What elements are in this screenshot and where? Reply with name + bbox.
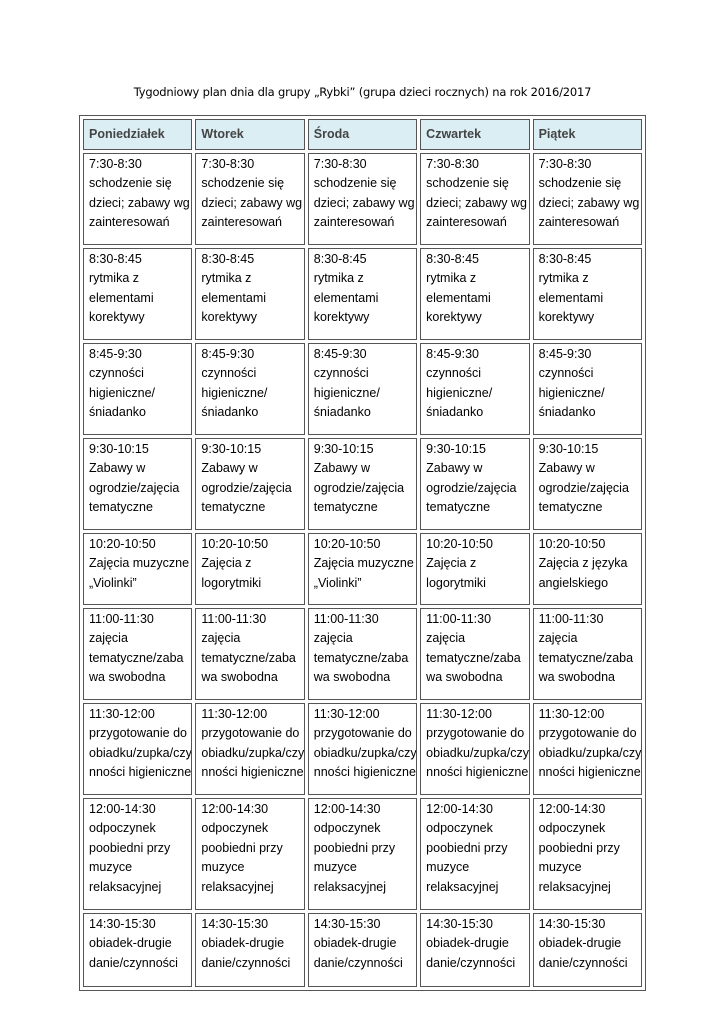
activity-text: korektywy	[313, 310, 370, 325]
time-range: 11:00-11:30	[89, 612, 154, 626]
activity-text: schodzenie się	[201, 176, 285, 191]
schedule-cell-friday	[533, 153, 642, 245]
schedule-cell-monday	[83, 798, 192, 910]
document-title: Tygodniowy plan dnia dla grupy „Rybki” (grupa dzieci rocznych) na rok 2016/2017	[133, 85, 592, 99]
schedule-cell-tuesday	[195, 703, 304, 795]
activity-text: śniadanko	[89, 405, 146, 420]
activity-text: higieniczne/	[426, 385, 493, 400]
activity-text: zainteresowań	[538, 215, 620, 230]
activity-text: elementami	[89, 290, 154, 305]
time-range: 8:30-8:45	[313, 252, 367, 266]
activity-text: ogrodzie/zajęcia	[426, 480, 517, 495]
time-range: 11:30-12:00	[426, 707, 492, 721]
activity-text: korektywy	[89, 310, 145, 325]
activity-text: tematyczne/zaba	[313, 650, 409, 665]
schedule-cell-wednesday	[308, 608, 417, 700]
time-range: 11:00-11:30	[538, 612, 604, 626]
activity-text: wa swobodna	[89, 670, 166, 685]
activity-text: Zajęcia muzyczne	[89, 556, 190, 571]
time-range: 10:20-10:50	[538, 537, 606, 551]
activity-text: czynności	[538, 366, 594, 381]
time-range: 8:30-8:45	[89, 252, 142, 266]
activity-text: nności higieniczne	[538, 765, 641, 780]
activity-text: czynności	[201, 366, 257, 381]
activity-text: śniadanko	[201, 405, 259, 420]
time-range: 14:30-15:30	[538, 917, 606, 931]
activity-text: zainteresowań	[313, 215, 395, 230]
schedule-cell-friday	[533, 913, 642, 987]
activity-text: higieniczne/	[313, 385, 380, 400]
activity-text: nności higieniczne	[89, 765, 192, 780]
activity-text: obiadku/zupka/czy	[89, 745, 192, 760]
time-range: 8:30-8:45	[426, 252, 479, 266]
table-row	[83, 703, 642, 795]
schedule-cell-wednesday	[308, 798, 417, 910]
activity-text: elementami	[426, 290, 491, 305]
activity-text: dzieci; zabawy wg	[313, 195, 415, 210]
schedule-cell-thursday	[420, 153, 529, 245]
time-range: 7:30-8:30	[538, 157, 592, 171]
time-range: 7:30-8:30	[313, 157, 367, 171]
schedule-cell-tuesday	[195, 533, 304, 605]
activity-text: wa swobodna	[538, 670, 616, 685]
schedule-cell-thursday	[420, 608, 529, 700]
day-header-wednesday: Środa	[308, 119, 417, 150]
activity-text: zajęcia	[201, 631, 241, 646]
activity-text: zainteresowań	[89, 215, 170, 230]
activity-text: elementami	[313, 290, 379, 305]
schedule-cell-wednesday	[308, 533, 417, 605]
activity-text: Zabawy w	[201, 461, 258, 476]
activity-text: logorytmiki	[426, 575, 486, 590]
activity-text: przygotowanie do	[201, 726, 300, 741]
activity-text: wa swobodna	[313, 670, 391, 685]
time-range: 8:30-8:45	[201, 252, 255, 266]
activity-text: dzieci; zabawy wg	[89, 195, 190, 210]
activity-text: czynności	[426, 366, 482, 381]
day-header-monday: Poniedziałek	[83, 119, 192, 150]
activity-text: korektywy	[201, 310, 257, 325]
activity-text: obiadek-drugie	[89, 936, 172, 951]
activity-text: Zajęcia z	[426, 556, 477, 571]
activity-text: dzieci; zabawy wg	[201, 195, 303, 210]
activity-text: czynności	[313, 366, 369, 381]
time-range: 8:45-9:30	[201, 347, 255, 361]
activity-text: obiadek-drugie	[313, 936, 397, 951]
activity-text: obiadku/zupka/czy	[426, 745, 530, 760]
activity-text: Zabawy w	[313, 461, 371, 476]
activity-text: logorytmiki	[201, 575, 262, 590]
activity-text: „Violinki”	[313, 575, 362, 590]
activity-text: obiadku/zupka/czy	[201, 745, 305, 760]
time-range: 7:30-8:30	[426, 157, 479, 171]
activity-text: rytmika z	[426, 271, 477, 286]
activity-text: śniadanko	[313, 405, 371, 420]
activity-text: przygotowanie do	[538, 726, 637, 741]
schedule-cell-monday	[83, 153, 192, 245]
day-header-friday: Piątek	[533, 119, 642, 150]
table-row	[83, 438, 642, 530]
activity-text: zainteresowań	[426, 215, 507, 230]
schedule-cell-wednesday	[308, 343, 417, 435]
time-range: 9:30-10:15	[426, 442, 486, 456]
activity-text: odpoczynek	[89, 821, 156, 836]
activity-text: higieniczne/	[201, 385, 268, 400]
activity-text: przygotowanie do	[313, 726, 412, 741]
activity-text: przygotowanie do	[426, 726, 525, 741]
schedule-cell-monday	[83, 703, 192, 795]
activity-text: poobiedni przy	[313, 840, 396, 855]
time-range: 11:00-11:30	[201, 612, 267, 626]
time-range: 11:30-12:00	[538, 707, 605, 721]
schedule-cell-thursday	[420, 703, 529, 795]
activity-text: Zabawy w	[426, 461, 483, 476]
activity-text: tematyczne	[426, 500, 491, 515]
table-row	[83, 798, 642, 910]
activity-text: Zajęcia z języka	[538, 556, 628, 571]
schedule-cell-friday	[533, 533, 642, 605]
activity-text: danie/czynności	[426, 955, 516, 970]
activity-text: schodzenie się	[538, 176, 622, 191]
time-range: 12:00-14:30	[201, 802, 269, 816]
activity-text: rytmika z	[313, 271, 364, 286]
activity-text: relaksacyjnej	[426, 879, 499, 894]
schedule-cell-tuesday	[195, 608, 304, 700]
activity-text: zainteresowań	[201, 215, 282, 230]
activity-text: Zabawy w	[538, 461, 595, 476]
activity-text: tematyczne/zaba	[426, 650, 521, 665]
schedule-cell-monday	[83, 438, 192, 530]
activity-text: śniadanko	[538, 405, 596, 420]
activity-text: „Violinki”	[89, 575, 137, 590]
time-range: 8:45-9:30	[89, 347, 142, 361]
schedule-cell-wednesday	[308, 248, 417, 340]
time-range: 8:45-9:30	[313, 347, 367, 361]
activity-text: higieniczne/	[89, 385, 156, 400]
schedule-cell-tuesday	[195, 438, 304, 530]
activity-text: rytmika z	[538, 271, 589, 286]
time-range: 10:20-10:50	[313, 537, 381, 551]
activity-text: muzyce	[201, 860, 245, 875]
schedule-cell-friday	[533, 343, 642, 435]
schedule-cell-tuesday	[195, 798, 304, 910]
activity-text: schodzenie się	[426, 176, 509, 191]
header-row	[83, 119, 642, 150]
time-range: 11:00-11:30	[426, 612, 492, 626]
schedule-cell-monday	[83, 608, 192, 700]
time-range: 9:30-10:15	[538, 442, 599, 456]
activity-text: schodzenie się	[89, 176, 172, 191]
time-range: 10:20-10:50	[201, 537, 269, 551]
schedule-cell-wednesday	[308, 913, 417, 987]
schedule-cell-thursday	[420, 533, 529, 605]
schedule-cell-friday	[533, 438, 642, 530]
time-range: 9:30-10:15	[201, 442, 262, 456]
activity-text: elementami	[201, 290, 267, 305]
activity-text: relaksacyjnej	[313, 879, 387, 894]
table-row	[83, 248, 642, 340]
time-range: 10:20-10:50	[426, 537, 493, 551]
activity-text: obiadku/zupka/czy	[313, 745, 417, 760]
activity-text: danie/czynności	[201, 955, 291, 970]
activity-text: relaksacyjnej	[201, 879, 274, 894]
time-range: 14:30-15:30	[426, 917, 493, 931]
activity-text: Zabawy w	[89, 461, 146, 476]
activity-text: śniadanko	[426, 405, 484, 420]
activity-text: tematyczne/zaba	[89, 650, 184, 665]
time-range: 11:30-12:00	[89, 707, 155, 721]
activity-text: nności higieniczne	[201, 765, 304, 780]
activity-text: Zajęcia muzyczne	[313, 556, 414, 571]
activity-text: muzyce	[538, 860, 582, 875]
activity-text: zajęcia	[89, 631, 128, 646]
activity-text: odpoczynek	[426, 821, 493, 836]
activity-text: ogrodzie/zajęcia	[89, 480, 180, 495]
activity-text: przygotowanie do	[89, 726, 187, 741]
schedule-cell-thursday	[420, 798, 529, 910]
time-range: 9:30-10:15	[313, 442, 374, 456]
schedule-cell-monday	[83, 533, 192, 605]
time-range: 8:30-8:45	[538, 252, 592, 266]
activity-text: korektywy	[538, 310, 595, 325]
table-row	[83, 533, 642, 605]
time-range: 12:00-14:30	[89, 802, 156, 816]
activity-text: elementami	[538, 290, 604, 305]
activity-text: schodzenie się	[313, 176, 397, 191]
schedule-cell-wednesday	[308, 703, 417, 795]
activity-text: obiadek-drugie	[201, 936, 285, 951]
activity-text: ogrodzie/zajęcia	[313, 480, 405, 495]
schedule-cell-wednesday	[308, 438, 417, 530]
time-range: 11:00-11:30	[313, 612, 379, 626]
activity-text: poobiedni przy	[89, 840, 171, 855]
table-row	[83, 153, 642, 245]
time-range: 14:30-15:30	[89, 917, 156, 931]
time-range: 14:30-15:30	[313, 917, 381, 931]
activity-text: tematyczne	[89, 500, 153, 515]
time-range: 11:30-12:00	[201, 707, 268, 721]
activity-text: tematyczne	[538, 500, 603, 515]
activity-text: obiadek-drugie	[538, 936, 622, 951]
time-range: 10:20-10:50	[89, 537, 156, 551]
activity-text: wa swobodna	[201, 670, 278, 685]
schedule-cell-thursday	[420, 343, 529, 435]
table-row	[83, 608, 642, 700]
activity-text: tematyczne/zaba	[538, 650, 634, 665]
activity-text: korektywy	[426, 310, 482, 325]
weekly-schedule-table	[79, 115, 646, 991]
activity-text: relaksacyjnej	[538, 879, 611, 894]
schedule-cell-wednesday	[308, 153, 417, 245]
activity-text: rytmika z	[89, 271, 139, 286]
activity-text: relaksacyjnej	[89, 879, 162, 894]
activity-text: odpoczynek	[201, 821, 269, 836]
time-range: 11:30-12:00	[313, 707, 380, 721]
activity-text: poobiedni przy	[426, 840, 508, 855]
activity-text: odpoczynek	[313, 821, 381, 836]
activity-text: ogrodzie/zajęcia	[201, 480, 292, 495]
schedule-cell-thursday	[420, 248, 529, 340]
schedule-cell-tuesday	[195, 343, 304, 435]
activity-text: muzyce	[426, 860, 470, 875]
time-range: 7:30-8:30	[201, 157, 255, 171]
activity-text: higieniczne/	[538, 385, 605, 400]
schedule-cell-thursday	[420, 438, 529, 530]
activity-text: muzyce	[89, 860, 133, 875]
schedule-cell-thursday	[420, 913, 529, 987]
activity-text: tematyczne/zaba	[201, 650, 296, 665]
table-row	[83, 913, 642, 987]
schedule-cell-tuesday	[195, 913, 304, 987]
activity-text: ogrodzie/zajęcia	[538, 480, 629, 495]
time-range: 12:00-14:30	[426, 802, 493, 816]
time-range: 7:30-8:30	[89, 157, 142, 171]
day-header-thursday: Czwartek	[420, 119, 529, 150]
activity-text: dzieci; zabawy wg	[426, 195, 527, 210]
schedule-cell-tuesday	[195, 153, 304, 245]
activity-text: tematyczne	[201, 500, 266, 515]
activity-text: czynności	[89, 366, 144, 381]
time-range: 8:45-9:30	[538, 347, 592, 361]
activity-text: danie/czynności	[313, 955, 403, 970]
schedule-cell-monday	[83, 913, 192, 987]
activity-text: obiadku/zupka/czy	[538, 745, 642, 760]
schedule-cell-friday	[533, 248, 642, 340]
activity-text: nności higieniczne	[313, 765, 416, 780]
schedule-cell-monday	[83, 248, 192, 340]
table-row	[83, 343, 642, 435]
activity-text: odpoczynek	[538, 821, 606, 836]
activity-text: wa swobodna	[426, 670, 503, 685]
time-range: 12:00-14:30	[538, 802, 606, 816]
schedule-cell-friday	[533, 798, 642, 910]
activity-text: danie/czynności	[538, 955, 628, 970]
activity-text: danie/czynności	[89, 955, 178, 970]
time-range: 9:30-10:15	[89, 442, 149, 456]
schedule-cell-friday	[533, 608, 642, 700]
activity-text: angielskiego	[538, 575, 609, 590]
schedule-cell-tuesday	[195, 248, 304, 340]
activity-text: tematyczne	[313, 500, 378, 515]
activity-text: obiadek-drugie	[426, 936, 509, 951]
activity-text: poobiedni przy	[538, 840, 620, 855]
activity-text: muzyce	[313, 860, 357, 875]
activity-text: zajęcia	[426, 631, 466, 646]
activity-text: rytmika z	[201, 271, 252, 286]
activity-text: poobiedni przy	[201, 840, 283, 855]
activity-text: zajęcia	[538, 631, 578, 646]
activity-text: nności higieniczne	[426, 765, 529, 780]
schedule-cell-monday	[83, 343, 192, 435]
activity-text: zajęcia	[313, 631, 353, 646]
schedule-cell-friday	[533, 703, 642, 795]
time-range: 8:45-9:30	[426, 347, 479, 361]
activity-text: dzieci; zabawy wg	[538, 195, 640, 210]
activity-text: Zajęcia z	[201, 556, 252, 571]
time-range: 14:30-15:30	[201, 917, 269, 931]
day-header-tuesday: Wtorek	[195, 119, 304, 150]
time-range: 12:00-14:30	[313, 802, 381, 816]
